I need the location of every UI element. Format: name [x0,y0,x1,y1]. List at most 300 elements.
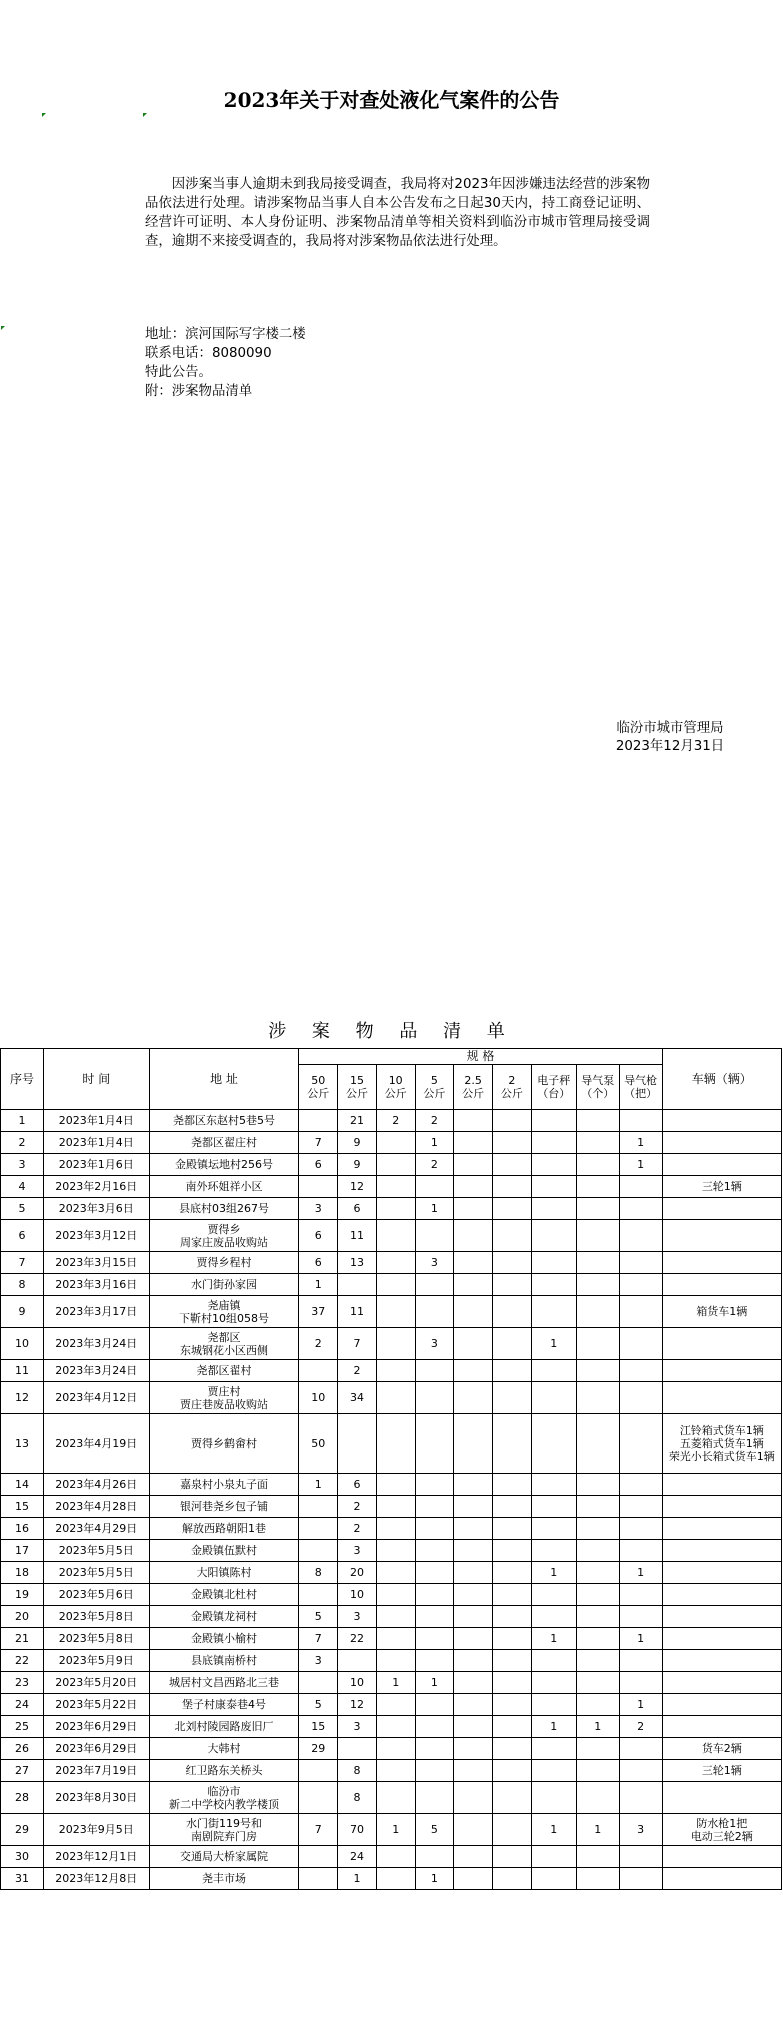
row-spec-value: 29 [299,1738,338,1760]
row-vehicle [662,1716,781,1738]
row-vehicle [662,1782,781,1814]
table-row [1,1328,782,1360]
row-spec-value [415,1360,454,1382]
row-spec-value: 5 [299,1694,338,1716]
row-spec-value: 7 [338,1328,377,1360]
row-spec-value [493,1110,532,1132]
row-spec-value [493,1382,532,1414]
row-vehicle: 三轮1辆 [662,1760,781,1782]
row-spec-value [454,1198,493,1220]
table-row [1,1672,782,1694]
row-spec-value [493,1132,532,1154]
row-date: 2023年5月8日 [43,1606,149,1628]
row-spec-value: 24 [338,1846,377,1868]
row-spec-value [415,1650,454,1672]
row-address: 解放西路朝阳1巷 [149,1518,299,1540]
row-vehicle [662,1110,781,1132]
row-vehicle [662,1220,781,1252]
row-address: 水门街119号和 南剧院弃门房 [149,1814,299,1846]
row-seq: 8 [1,1274,44,1296]
row-date: 2023年1月4日 [43,1132,149,1154]
table-row [1,1176,782,1198]
row-spec-value [576,1274,619,1296]
row-seq: 17 [1,1540,44,1562]
table-title: 涉 案 物 品 清 单 [268,1021,515,1042]
row-seq: 9 [1,1296,44,1328]
row-seq: 1 [1,1110,44,1132]
row-address: 南外环姐祥小区 [149,1176,299,1198]
row-spec-value [619,1738,662,1760]
row-spec-value [576,1414,619,1474]
row-spec-value [454,1274,493,1296]
row-spec-value [454,1496,493,1518]
row-spec-value [454,1814,493,1846]
row-spec-value [376,1252,415,1274]
row-address: 金殿镇伍默村 [149,1540,299,1562]
row-spec-value [619,1360,662,1382]
row-spec-value [619,1110,662,1132]
row-spec-value [576,1296,619,1328]
row-spec-value: 7 [299,1132,338,1154]
row-address: 尧都区 东城钢花小区西侧 [149,1328,299,1360]
table-row [1,1846,782,1868]
row-seq: 10 [1,1328,44,1360]
row-spec-value [376,1328,415,1360]
row-spec-value: 13 [338,1252,377,1274]
row-seq: 30 [1,1846,44,1868]
row-date: 2023年5月22日 [43,1694,149,1716]
row-seq: 13 [1,1414,44,1474]
row-spec-value [454,1650,493,1672]
row-vehicle [662,1672,781,1694]
row-spec-value [415,1716,454,1738]
row-spec-value [299,1846,338,1868]
row-spec-value: 1 [376,1814,415,1846]
row-seq: 6 [1,1220,44,1252]
row-date: 2023年3月12日 [43,1220,149,1252]
row-seq: 2 [1,1132,44,1154]
row-spec-value: 1 [531,1628,576,1650]
row-date: 2023年5月20日 [43,1672,149,1694]
row-spec-value [531,1694,576,1716]
row-spec-value: 1 [619,1132,662,1154]
table-row [1,1650,782,1672]
table-row [1,1868,782,1890]
row-spec-value [576,1176,619,1198]
green-corner-mark [1,326,5,330]
row-spec-value [299,1672,338,1694]
row-spec-value [376,1296,415,1328]
row-address: 水门街孙家园 [149,1274,299,1296]
row-spec-value [619,1198,662,1220]
attachment-line: 附：涉案物品清单 [145,384,253,399]
row-vehicle [662,1274,781,1296]
row-spec-value: 22 [338,1628,377,1650]
table-row [1,1274,782,1296]
row-spec-value [619,1606,662,1628]
row-date: 2023年1月6日 [43,1154,149,1176]
row-spec-value: 1 [299,1474,338,1496]
row-spec-value [376,1518,415,1540]
table-row [1,1474,782,1496]
row-spec-value [376,1414,415,1474]
row-spec-value [415,1628,454,1650]
row-spec-value: 10 [338,1672,377,1694]
row-date: 2023年5月6日 [43,1584,149,1606]
row-spec-value: 12 [338,1694,377,1716]
row-spec-value: 6 [338,1198,377,1220]
row-spec-value [576,1694,619,1716]
row-spec-value [531,1474,576,1496]
row-spec-value [576,1474,619,1496]
row-spec-value [493,1606,532,1628]
row-seq: 15 [1,1496,44,1518]
table-row [1,1694,782,1716]
row-spec-value [576,1606,619,1628]
row-spec-value [531,1132,576,1154]
row-spec-value: 10 [338,1584,377,1606]
table-row [1,1716,782,1738]
row-spec-value [376,1716,415,1738]
row-spec-value: 1 [531,1814,576,1846]
row-spec-value [415,1496,454,1518]
row-spec-value [493,1414,532,1474]
table-row [1,1496,782,1518]
row-spec-value [415,1562,454,1584]
row-spec-value: 3 [299,1650,338,1672]
row-vehicle: 货车2辆 [662,1738,781,1760]
row-spec-value: 2 [338,1360,377,1382]
table-row [1,1360,782,1382]
row-spec-value [493,1672,532,1694]
row-seq: 4 [1,1176,44,1198]
row-spec-value [415,1694,454,1716]
row-seq: 27 [1,1760,44,1782]
row-spec-value [576,1540,619,1562]
row-spec-value [299,1496,338,1518]
row-spec-value [415,1382,454,1414]
header-spec-col: 导气枪 （把） [619,1065,662,1110]
row-spec-value [454,1868,493,1890]
row-spec-value [619,1220,662,1252]
table-row [1,1562,782,1584]
row-spec-value [576,1650,619,1672]
row-spec-value: 12 [338,1176,377,1198]
row-vehicle [662,1562,781,1584]
row-spec-value [454,1328,493,1360]
row-spec-value: 6 [338,1474,377,1496]
row-spec-value: 1 [376,1672,415,1694]
row-date: 2023年6月29日 [43,1738,149,1760]
row-vehicle [662,1474,781,1496]
row-spec-value: 1 [531,1716,576,1738]
row-spec-value [576,1562,619,1584]
row-spec-value [531,1154,576,1176]
table-row [1,1814,782,1846]
row-spec-value [619,1846,662,1868]
row-spec-value [454,1220,493,1252]
row-spec-value [531,1518,576,1540]
row-spec-value [531,1760,576,1782]
row-spec-value [531,1738,576,1760]
closing-line: 特此公告。 [145,365,212,380]
row-spec-value [619,1782,662,1814]
header-spec-col: 2 公斤 [493,1065,532,1110]
row-date: 2023年7月19日 [43,1760,149,1782]
row-spec-value [415,1540,454,1562]
row-spec-value [376,1360,415,1382]
row-address: 北刘村陵园路废旧厂 [149,1716,299,1738]
row-spec-value [576,1628,619,1650]
row-vehicle: 防水枪1把 电动三轮2辆 [662,1814,781,1846]
row-address: 尧庙镇 下靳村10组058号 [149,1296,299,1328]
row-spec-value [376,1274,415,1296]
row-spec-value [576,1782,619,1814]
row-spec-value [493,1296,532,1328]
row-spec-value [576,1154,619,1176]
row-spec-value [531,1414,576,1474]
row-spec-value [454,1518,493,1540]
row-spec-value [531,1360,576,1382]
row-seq: 28 [1,1782,44,1814]
row-spec-value [454,1628,493,1650]
row-spec-value [415,1274,454,1296]
row-date: 2023年12月1日 [43,1846,149,1868]
row-spec-value: 15 [299,1716,338,1738]
notice-title: 2023年关于对查处液化气案件的公告 [223,88,560,112]
row-spec-value: 21 [338,1110,377,1132]
row-spec-value [531,1274,576,1296]
row-address: 大阳镇陈村 [149,1562,299,1584]
row-spec-value [576,1360,619,1382]
row-spec-value [531,1198,576,1220]
row-seq: 12 [1,1382,44,1414]
row-spec-value: 11 [338,1220,377,1252]
row-spec-value: 8 [338,1760,377,1782]
row-spec-value: 50 [299,1414,338,1474]
row-spec-value [454,1360,493,1382]
table-row [1,1606,782,1628]
row-date: 2023年3月17日 [43,1296,149,1328]
row-spec-value [619,1672,662,1694]
issue-date: 2023年12月31日 [615,739,725,754]
row-spec-value [415,1220,454,1252]
row-spec-value [576,1382,619,1414]
row-spec-value [493,1782,532,1814]
row-spec-value: 20 [338,1562,377,1584]
table-row [1,1382,782,1414]
row-spec-value [376,1540,415,1562]
row-spec-value [531,1382,576,1414]
table-row [1,1132,782,1154]
row-date: 2023年5月5日 [43,1540,149,1562]
row-spec-value [576,1672,619,1694]
row-spec-value [338,1650,377,1672]
row-date: 2023年4月19日 [43,1414,149,1474]
row-spec-value: 3 [338,1716,377,1738]
row-address: 贾庄村 贾庄巷废品收购站 [149,1382,299,1414]
row-spec-value [454,1672,493,1694]
row-spec-value [454,1154,493,1176]
header-spec-col: 50 公斤 [299,1065,338,1110]
row-seq: 16 [1,1518,44,1540]
row-address: 贾得乡程村 [149,1252,299,1274]
row-spec-value [376,1496,415,1518]
row-address: 堡子村康泰巷4号 [149,1694,299,1716]
row-address: 银河巷尧乡包子铺 [149,1496,299,1518]
row-spec-value [454,1562,493,1584]
row-spec-value [531,1846,576,1868]
row-date: 2023年4月26日 [43,1474,149,1496]
row-date: 2023年6月29日 [43,1716,149,1738]
table-row [1,1414,782,1474]
row-spec-value [576,1584,619,1606]
row-spec-value [299,1110,338,1132]
row-address: 金殿镇小榆村 [149,1628,299,1650]
row-spec-value [299,1518,338,1540]
row-spec-value [493,1628,532,1650]
row-address: 城居村文昌西路北三巷 [149,1672,299,1694]
header-spec-col: 导气泵 （个） [576,1065,619,1110]
row-spec-value: 34 [338,1382,377,1414]
row-spec-value: 5 [415,1814,454,1846]
green-corner-mark [143,113,147,117]
row-spec-value [376,1154,415,1176]
row-vehicle: 箱货车1辆 [662,1296,781,1328]
row-spec-value [531,1606,576,1628]
contact-info [145,325,306,401]
row-address: 贾得乡 周家庄废品收购站 [149,1220,299,1252]
row-spec-value [454,1846,493,1868]
row-spec-value: 6 [299,1154,338,1176]
row-spec-value [576,1846,619,1868]
row-spec-value [531,1176,576,1198]
row-spec-value [531,1650,576,1672]
row-spec-value: 9 [338,1154,377,1176]
row-spec-value [493,1154,532,1176]
header-seq: 序号 [1,1049,44,1110]
row-spec-value [299,1760,338,1782]
row-spec-value: 5 [299,1606,338,1628]
table-row [1,1584,782,1606]
row-spec-value [493,1220,532,1252]
row-spec-value [454,1606,493,1628]
row-spec-value [493,1562,532,1584]
row-spec-value: 1 [576,1814,619,1846]
row-address: 交通局大桥家属院 [149,1846,299,1868]
row-spec-value [493,1760,532,1782]
row-spec-value [415,1760,454,1782]
row-spec-value [299,1360,338,1382]
row-spec-value [531,1252,576,1274]
row-spec-value [531,1868,576,1890]
row-seq: 22 [1,1650,44,1672]
row-spec-value [299,1782,338,1814]
row-seq: 20 [1,1606,44,1628]
row-date: 2023年5月9日 [43,1650,149,1672]
row-address: 尧都区东赵村5巷5号 [149,1110,299,1132]
row-seq: 23 [1,1672,44,1694]
row-vehicle [662,1198,781,1220]
row-spec-value [619,1296,662,1328]
row-spec-value [454,1782,493,1814]
row-spec-value [376,1198,415,1220]
row-seq: 18 [1,1562,44,1584]
row-spec-value [376,1584,415,1606]
row-spec-value: 1 [415,1868,454,1890]
table-row [1,1220,782,1252]
row-spec-value: 2 [299,1328,338,1360]
green-corner-mark [42,113,46,117]
row-spec-value [619,1868,662,1890]
table-row [1,1296,782,1328]
row-vehicle: 江铃箱式货车1辆 五菱箱式货车1辆 荣光小长箱式货车1辆 [662,1414,781,1474]
table-row [1,1782,782,1814]
table-row [1,1738,782,1760]
row-vehicle [662,1694,781,1716]
row-spec-value [454,1414,493,1474]
row-spec-value [454,1738,493,1760]
row-spec-value: 3 [338,1606,377,1628]
row-spec-value [493,1274,532,1296]
issuer-name: 临汾市城市管理局 [616,721,724,736]
row-seq: 3 [1,1154,44,1176]
row-spec-value: 11 [338,1296,377,1328]
row-spec-value [531,1672,576,1694]
row-spec-value [376,1628,415,1650]
row-seq: 7 [1,1252,44,1274]
row-spec-value [576,1868,619,1890]
row-spec-value: 1 [338,1868,377,1890]
row-address: 金殿镇北杜村 [149,1584,299,1606]
header-spec-col: 10 公斤 [376,1065,415,1110]
row-spec-value: 37 [299,1296,338,1328]
row-spec-value [493,1868,532,1890]
row-date: 2023年3月16日 [43,1274,149,1296]
row-seq: 29 [1,1814,44,1846]
row-spec-value: 3 [619,1814,662,1846]
row-spec-value: 1 [576,1716,619,1738]
row-spec-value [531,1782,576,1814]
row-spec-value [493,1694,532,1716]
row-vehicle [662,1606,781,1628]
row-address: 嘉泉村小泉丸子面 [149,1474,299,1496]
row-spec-value [576,1252,619,1274]
row-spec-value [576,1518,619,1540]
row-date: 2023年4月28日 [43,1496,149,1518]
row-date: 2023年4月29日 [43,1518,149,1540]
row-spec-value [531,1220,576,1252]
row-spec-value [299,1868,338,1890]
row-spec-value [376,1868,415,1890]
header-address: 地 址 [149,1049,299,1110]
row-spec-value [415,1782,454,1814]
row-vehicle [662,1518,781,1540]
row-spec-value [338,1738,377,1760]
row-spec-value [619,1252,662,1274]
row-date: 2023年3月6日 [43,1198,149,1220]
row-vehicle [662,1540,781,1562]
row-spec-value [531,1296,576,1328]
row-spec-value [454,1176,493,1198]
items-table [0,1048,782,1890]
row-spec-value [415,1584,454,1606]
row-seq: 21 [1,1628,44,1650]
row-spec-value: 1 [531,1562,576,1584]
row-spec-value: 1 [619,1694,662,1716]
row-spec-value [493,1814,532,1846]
row-spec-value: 6 [299,1252,338,1274]
